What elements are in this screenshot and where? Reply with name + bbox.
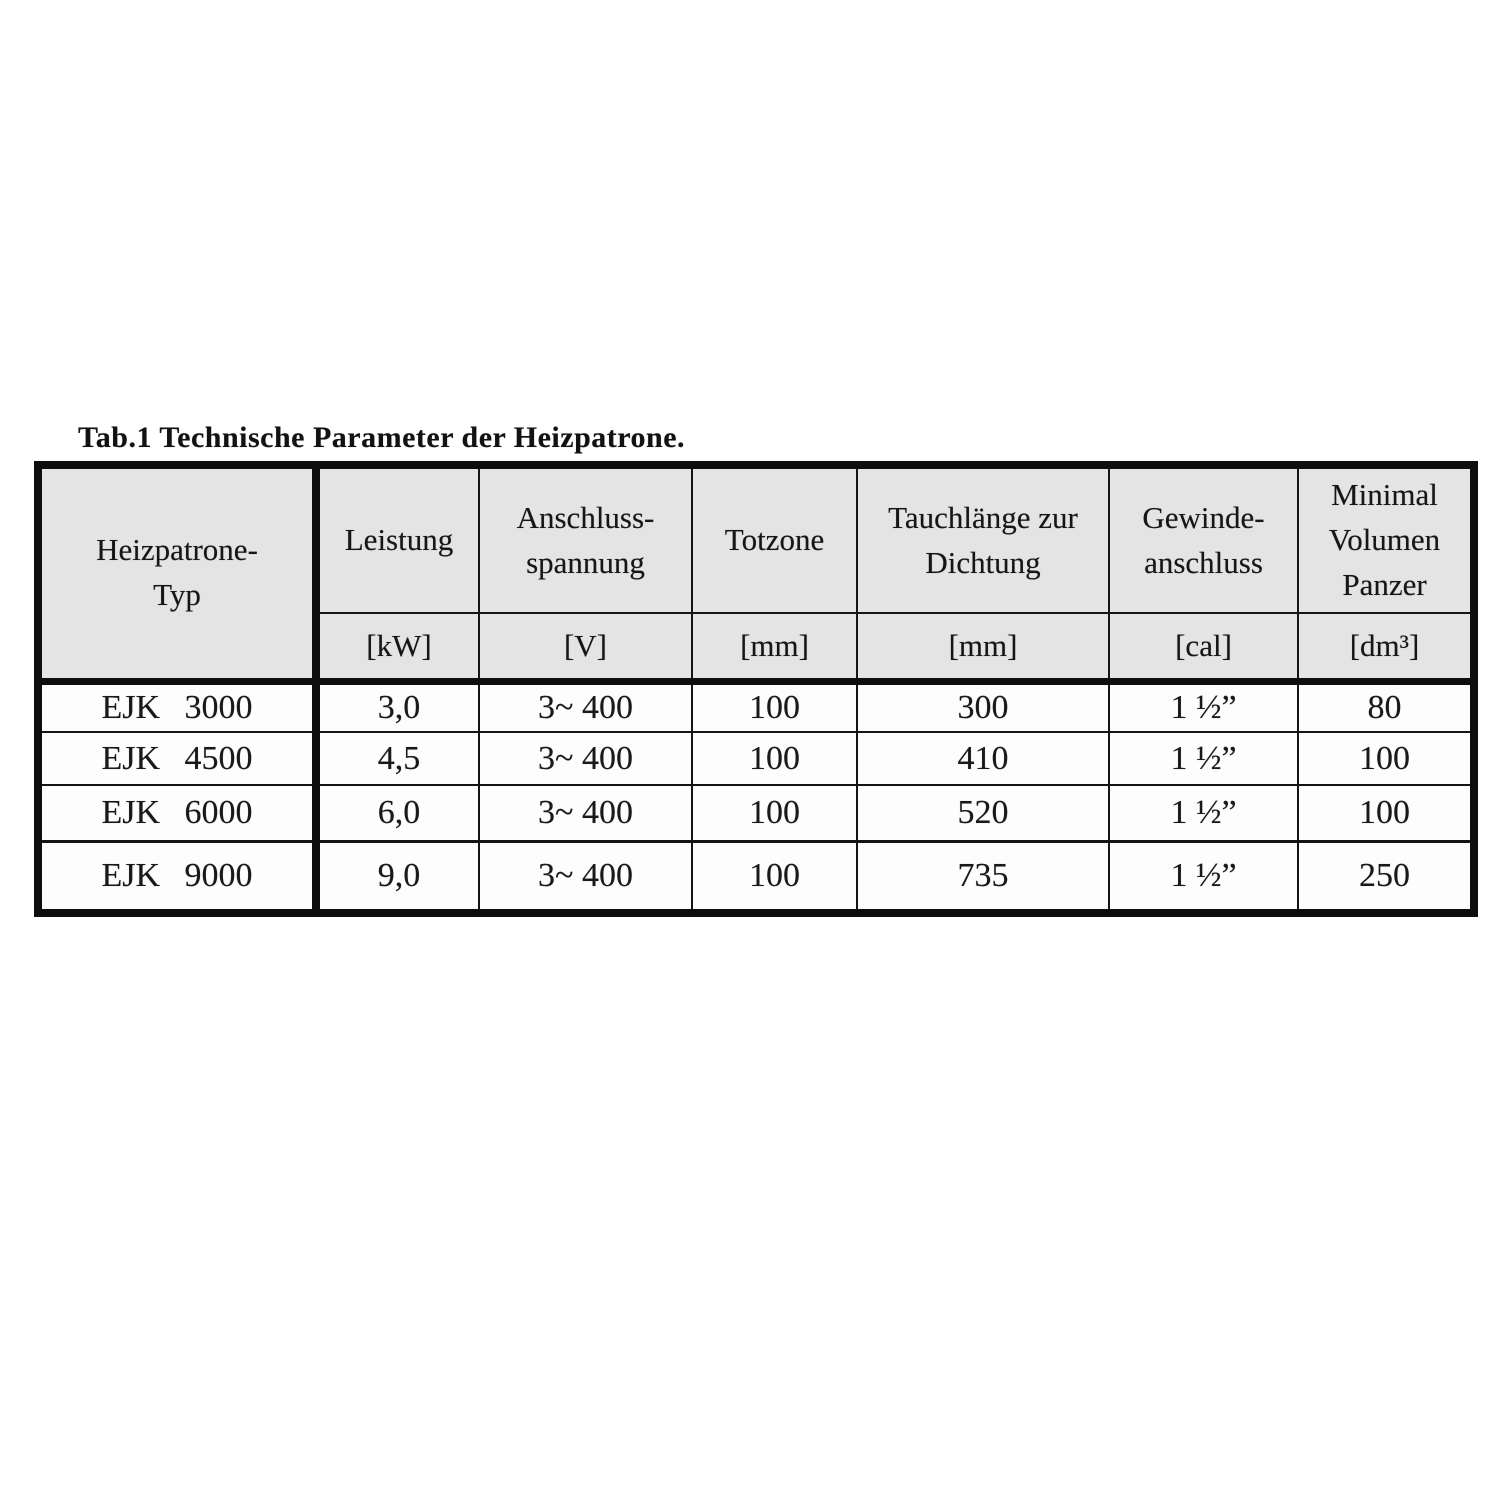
header-labels-row [38, 465, 1474, 613]
cell-typ: EJK 4500 [38, 732, 316, 785]
cell-gewinde: 1 ½” [1109, 681, 1298, 732]
table-row-ejk-6000 [38, 785, 1474, 841]
header-line: Panzer [1342, 566, 1427, 602]
cell-typ: EJK 9000 [38, 841, 316, 913]
unit-mm-tauchlaenge: [mm] [857, 613, 1109, 681]
cell-volumen: 250 [1298, 841, 1474, 913]
header-line: Volumen [1328, 522, 1441, 558]
cell-spannung: 3~ 400 [479, 732, 692, 785]
cell-leistung: 6,0 [316, 785, 479, 841]
table-row-ejk-3000 [38, 681, 1474, 732]
column-header-heizpatrone-typ [38, 465, 316, 681]
cell-gewinde: 1 ½” [1109, 841, 1298, 913]
cell-spannung: 3~ 400 [479, 681, 692, 732]
header-line: Anschluss- [516, 499, 655, 535]
cell-leistung: 3,0 [316, 681, 479, 732]
column-header-leistung [316, 465, 479, 613]
header-line: Leistung [344, 522, 454, 558]
cell-volumen: 100 [1298, 785, 1474, 841]
cell-leistung: 4,5 [316, 732, 479, 785]
column-header-tauchlaenge [857, 465, 1109, 613]
cell-spannung: 3~ 400 [479, 785, 692, 841]
table-row-ejk-9000 [38, 841, 1474, 913]
cell-leistung: 9,0 [316, 841, 479, 913]
cell-totzone: 100 [692, 732, 857, 785]
header-line: Dichtung [925, 544, 1041, 580]
header-line: Heizpatrone- [96, 532, 258, 568]
header-line: Typ [153, 577, 201, 613]
cell-gewinde: 1 ½” [1109, 732, 1298, 785]
cell-tauchlaenge: 735 [857, 841, 1109, 913]
unit-dm3: [dm³] [1298, 613, 1474, 681]
unit-mm-totzone: [mm] [692, 613, 857, 681]
cell-totzone: 100 [692, 785, 857, 841]
column-header-minimal-volumen-panzer [1298, 465, 1474, 613]
column-header-gewindeanschluss [1109, 465, 1298, 613]
cell-gewinde: 1 ½” [1109, 785, 1298, 841]
cell-typ: EJK 3000 [38, 681, 316, 732]
cell-totzone: 100 [692, 841, 857, 913]
header-line: Tauchlänge zur [888, 499, 1078, 535]
cell-tauchlaenge: 410 [857, 732, 1109, 785]
table-row-ejk-4500 [38, 732, 1474, 785]
cell-spannung: 3~ 400 [479, 841, 692, 913]
cell-tauchlaenge: 300 [857, 681, 1109, 732]
cell-typ: EJK 6000 [38, 785, 316, 841]
unit-kw: [kW] [316, 613, 479, 681]
header-line: Minimal [1331, 477, 1438, 513]
cell-volumen: 100 [1298, 732, 1474, 785]
cell-tauchlaenge: 520 [857, 785, 1109, 841]
table-caption: Tab.1 Technische Parameter der Heizpatrone. [78, 421, 686, 454]
column-header-anschlussspannung [479, 465, 692, 613]
header-line: anschluss [1144, 544, 1263, 580]
column-header-totzone [692, 465, 857, 613]
cell-volumen: 80 [1298, 681, 1474, 732]
cell-totzone: 100 [692, 681, 857, 732]
header-line: Totzone [724, 522, 825, 558]
unit-v: [V] [479, 613, 692, 681]
technical-parameters-table [34, 461, 1478, 917]
unit-cal: [cal] [1109, 613, 1298, 681]
header-line: Gewinde- [1142, 499, 1265, 535]
header-line: spannung [526, 544, 645, 580]
